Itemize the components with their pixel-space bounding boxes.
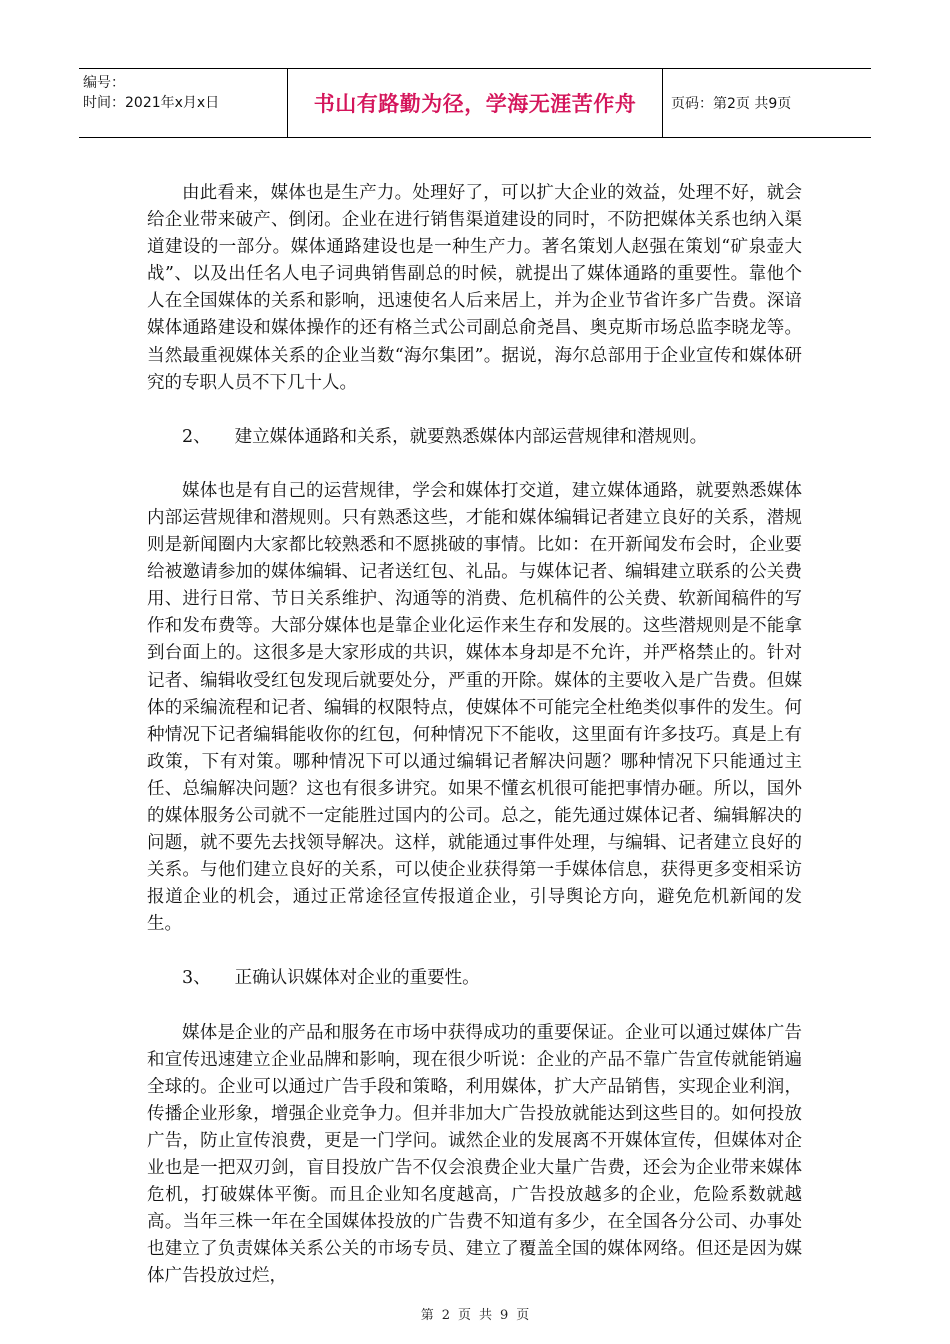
paragraph-3: 媒体是企业的产品和服务在市场中获得成功的重要保证。企业可以通过媒体广告和宣传迅速建立企业品牌和影响，现在很少听说：企业的产品不靠广告宣传就能销遍全球的。企业可以通过广告手段和策略，利用媒体，扩大产品销售，实现企业利润，传播企业形象，增强企业竞争力。但并非加大广告投放就能达到这些目的。如何投放广告，防止宣传浪费，更是一门学问。诚然企业的发展离不开媒体宣传，但媒体对企业也是一把双刃剑，盲目投放广告不仅会浪费企业大量广告费，还会为企业带来媒体危机，打破媒体平衡。而且企业知名度越高，广告投放越多的企业，危险系数就越高。当年三株一年在全国媒体投放的广告费不知道有多少，在全国各分公司、办事处也建立了负责媒体关系公关的市场专员、建立了覆盖全国的媒体网络。但还是因为媒体广告投放过烂， [147, 1022, 802, 1287]
section-heading-2 [147, 424, 802, 451]
footer-page-number: 2 [441, 1308, 450, 1323]
footer-ye: 页 [457, 1308, 471, 1323]
document-body [147, 180, 802, 1317]
footer-ye-2: 页 [516, 1308, 530, 1323]
header-page-number: 页码：第2页 共9页 [663, 69, 872, 138]
paragraph-1: 由此看来，媒体也是生产力。处理好了，可以扩大企业的效益，处理不好，就会给企业带来破产、倒闭。企业在进行销售渠道建设的同时，不防把媒体关系也纳入渠道建设的一部分。媒体通路建设也是一种生产力。著名策划人赵强在策划“矿泉壶大战”、以及出任名人电子词典销售副总的时候，就提出了媒体通路的重要性。靠他个人在全国媒体的关系和影响，迅速使名人后来居上，并为企业节省许多广告费。深谙媒体通路建设和媒体操作的还有格兰式公司副总俞尧昌、奥克斯市场总监李晓龙等。当然最重视媒体关系的企业当数“海尔集团”。据说，海尔总部用于企业宣传和媒体研究的专职人员不下几十人。 [147, 183, 802, 393]
header-motto: 书山有路勤为径，学海无涯苦作舟 [288, 69, 663, 138]
document-time-label: 时间：2021年x月x日 [83, 95, 220, 111]
footer-di: 第 [420, 1308, 434, 1323]
footer-total-pages: 9 [500, 1308, 509, 1323]
paragraph-2: 媒体也是有自己的运营规律，学会和媒体打交道，建立媒体通路，就要熟悉媒体内部运营规律和潜规则。只有熟悉这些，才能和媒体编辑记者建立良好的关系，潜规则是新闻圈内大家都比较熟悉和不愿挑破的事情。比如：在开新闻发布会时，企业要给被邀请参加的媒体编辑、记者送红包、礼品。与媒体记者、编辑建立联系的公关费用、进行日常、节日关系维护、沟通等的消费、危机稿件的公关费、软新闻稿件的写作和发布费等。大部分媒体也是靠企业化运作来生存和发展的。这些潜规则是不能拿到台面上的。这很多是大家形成的共识，媒体本身却是不允许，并严格禁止的。针对记者、编辑收受红包发现后就要处分，严重的开除。媒体的主要收入是广告费。但媒体的采编流程和记者、编辑的权限特点，使媒体不可能完全杜绝类似事件的发生。何种情况下记者编辑能收你的红包，何种情况下不能收，这里面有许多技巧。真是上有政策，下有对策。哪种情况下可以通过编辑记者解决问题？哪种情况下只能通过主任、总编解决问题？这也有很多讲究。如果不懂玄机很可能把事情办砸。所以，国外的媒体服务公司就不一定能胜过国内的公司。总之，能先通过媒体记者、编辑解决的问题，就不要先去找领导解决。这样，就能通过事件处理，与编辑、记者建立良好的关系。与他们建立良好的关系，可以使企业获得第一手媒体信息，获得更多变相采访报道企业的机会，通过正常途径宣传报道企业，引导舆论方向，避免危机新闻的发生。 [147, 480, 802, 935]
document-id-label: 编号： [83, 75, 125, 91]
page-header [79, 68, 871, 138]
page-footer [0, 1304, 950, 1323]
footer-gong: 共 [479, 1308, 493, 1323]
section-title-2: 建立媒体通路和关系，就要熟悉媒体内部运营规律和潜规则。 [234, 426, 708, 447]
section-number-2: 2、 [182, 426, 211, 447]
section-heading-3 [147, 965, 802, 992]
header-meta [79, 69, 288, 138]
section-title-3: 正确认识媒体对企业的重要性。 [234, 968, 480, 989]
section-number-3: 3、 [182, 968, 211, 989]
